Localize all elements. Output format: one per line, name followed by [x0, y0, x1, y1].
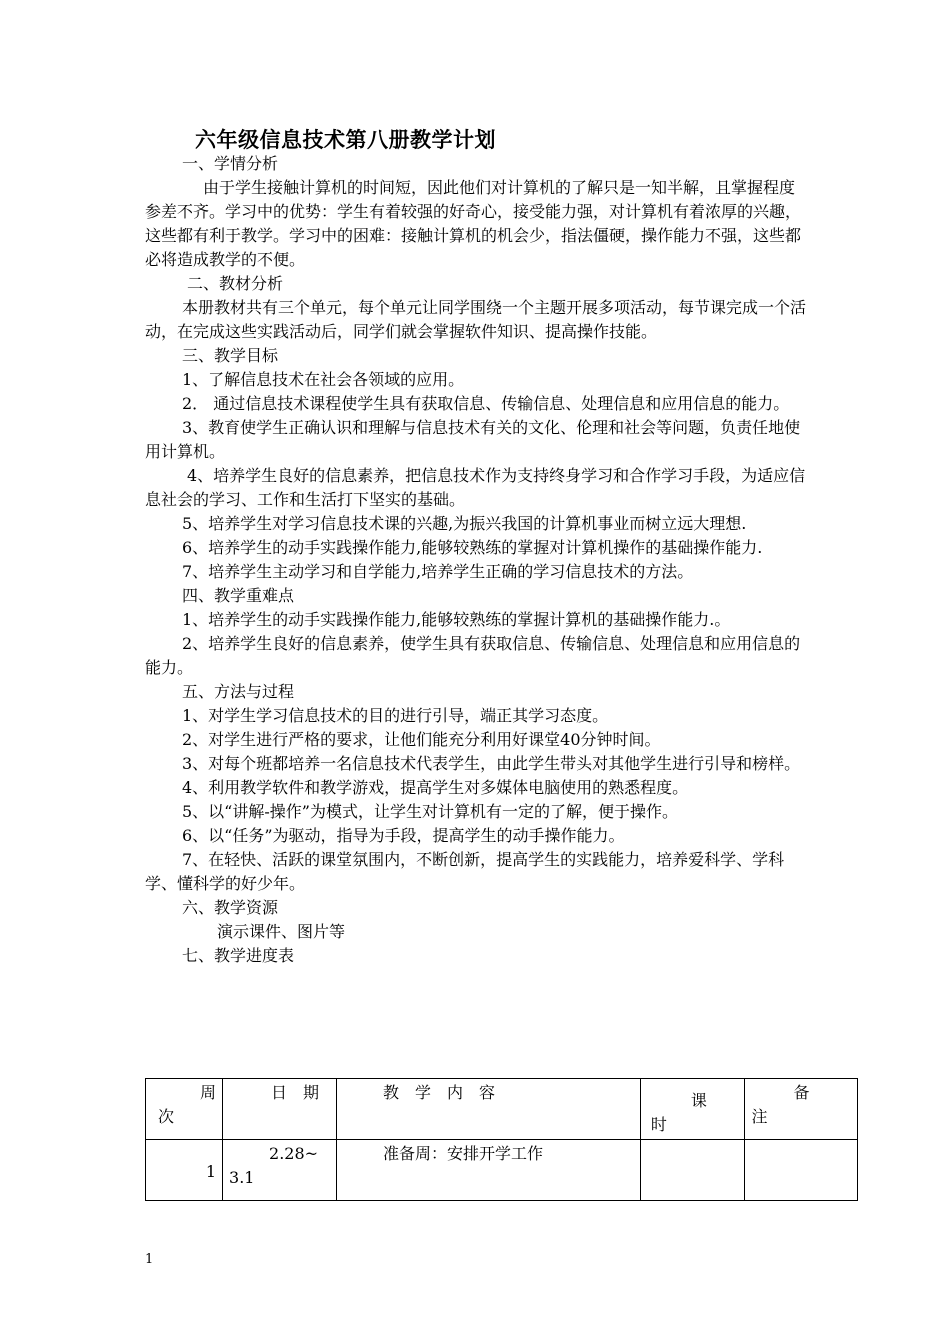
method-item: 1、对学生学习信息技术的目的进行引导，端正其学习态度。 — [182, 706, 609, 725]
section-heading-6: 六、教学资源 — [182, 898, 279, 917]
cell-hours — [640, 1140, 745, 1201]
header-date — [223, 1079, 337, 1140]
goal-item: 7、培养学生主动学习和自学能力,培养学生正确的学习信息技术的方法。 — [182, 562, 694, 581]
cell-note — [745, 1140, 858, 1201]
goal-item: 3、教育使学生正确认识和理解与信息技术有关的文化、伦理和社会等问题，负责任地使用计算机。 — [145, 418, 801, 461]
cell-content-value: 准备周：安排开学工作 — [383, 1144, 544, 1163]
header-week-label: 周次 — [158, 1083, 217, 1126]
header-content — [337, 1079, 641, 1140]
section-paragraph-6: 演示课件、图片等 — [217, 922, 346, 941]
table-header-row — [146, 1079, 858, 1140]
section-paragraph-1: 由于学生接触计算机的时间短，因此他们对计算机的了解只是一知半解，且掌握程度参差不齐。学习中的优势：学生有着较强的好奇心，接受能力强，对计算机有着浓厚的兴趣，这些都有利于教学。学习中的困难：接触计算机的机会少，指法僵硬，操作能力不强，这些都必将造成教学的不便。 — [145, 178, 802, 269]
header-note — [745, 1079, 858, 1140]
header-hours-label: 课时 — [650, 1091, 707, 1134]
page-number: 1 — [145, 1252, 154, 1267]
cell-date-value: 2.28~3.1 — [229, 1144, 319, 1187]
section-paragraph-2: 本册教材共有三个单元，每个单元让同学围绕一个主题开展多项活动，每节课完成一个活动，在完成这些实践活动后，同学们就会掌握软件知识、提高操作技能。 — [145, 298, 807, 341]
header-content-label: 教 学 内 容 — [383, 1083, 496, 1102]
section-heading-3: 三、教学目标 — [182, 346, 279, 365]
method-item: 3、对每个班都培养一名信息技术代表学生，由此学生带头对其他学生进行引导和榜样。 — [182, 754, 801, 773]
cell-week — [146, 1140, 223, 1201]
goal-item: 6、培养学生的动手实践操作能力,能够较熟练的掌握对计算机操作的基础操作能力. — [182, 538, 763, 557]
schedule-table — [145, 1078, 858, 1201]
document-body — [145, 152, 810, 968]
keypoint-item: 1、培养学生的动手实践操作能力,能够较熟练的掌握计算机的基础操作能力.。 — [182, 610, 731, 629]
section-heading-1: 一、学情分析 — [182, 154, 279, 173]
header-note-label: 备注 — [751, 1083, 810, 1126]
section-heading-4: 四、教学重难点 — [182, 586, 295, 605]
section-heading-2: 二、教材分析 — [187, 274, 284, 293]
goal-item: 2． 通过信息技术课程使学生具有获取信息、传输信息、处理信息和应用信息的能力。 — [182, 394, 790, 413]
cell-date — [223, 1140, 337, 1201]
method-item: 2、对学生进行严格的要求，让他们能充分利用好课堂40分钟时间。 — [182, 730, 661, 749]
document-title: 六年级信息技术第八册教学计划 — [195, 128, 496, 152]
goal-item: 4、培养学生良好的信息素养，把信息技术作为支持终身学习和合作学习手段，为适应信息社会的学习、工作和生活打下坚实的基础。 — [145, 466, 806, 509]
goal-item: 1、了解信息技术在社会各领域的应用。 — [182, 370, 465, 389]
section-heading-7: 七、教学进度表 — [182, 946, 295, 965]
keypoint-item: 2、培养学生良好的信息素养，使学生具有获取信息、传输信息、处理信息和应用信息的能力。 — [145, 634, 801, 677]
cell-content — [337, 1140, 641, 1201]
cell-week-value: 1 — [205, 1162, 217, 1181]
section-heading-5: 五、方法与过程 — [182, 682, 295, 701]
header-hours — [640, 1079, 745, 1140]
goal-item: 5、培养学生对学习信息技术课的兴趣,为振兴我国的计算机事业而树立远大理想. — [182, 514, 747, 533]
method-item: 6、以“任务”为驱动，指导为手段，提高学生的动手操作能力。 — [182, 826, 625, 845]
method-item: 4、利用教学软件和教学游戏，提高学生对多媒体电脑使用的熟悉程度。 — [182, 778, 689, 797]
method-item: 7、在轻快、活跃的课堂氛围内，不断创新，提高学生的实践能力，培养爱科学、学科学、懂科学的好少年。 — [145, 850, 785, 893]
header-week — [146, 1079, 223, 1140]
header-date-label: 日 期 — [271, 1083, 320, 1102]
method-item: 5、以“讲解-操作”为模式，让学生对计算机有一定的了解，便于操作。 — [182, 802, 678, 821]
table-row — [146, 1140, 858, 1201]
